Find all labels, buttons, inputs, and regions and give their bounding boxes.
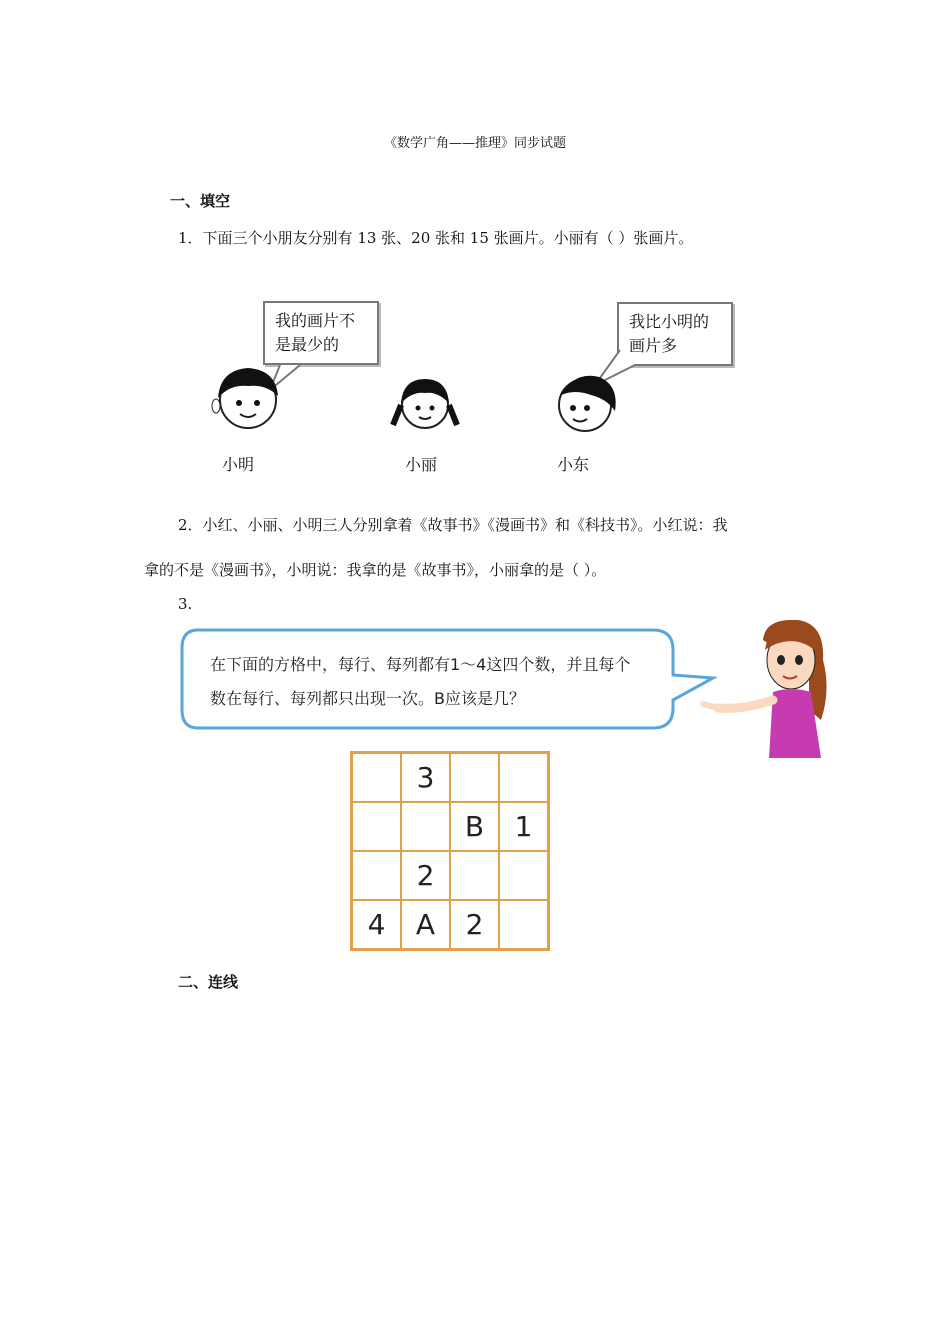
- grid-cell: [450, 753, 499, 802]
- grid-cell: A: [401, 900, 450, 949]
- bubble-text-line: 画片多: [629, 336, 678, 355]
- grid-cell: 4: [352, 900, 401, 949]
- grid-cell: [352, 753, 401, 802]
- bubble-text-line: 是最少的: [275, 335, 340, 354]
- speech-text-line-2: 数在每行、每列都只出现一次。B应该是几？: [210, 689, 525, 708]
- question-3-number: 3.: [178, 595, 193, 613]
- grid-cell: [450, 851, 499, 900]
- boy-xiaodong-face: [559, 376, 616, 431]
- question-2-line-2: 拿的不是《漫画书》，小明说：我拿的是《故事书》，小丽拿的是（ ）。: [144, 561, 607, 579]
- grid-cell: [352, 802, 401, 851]
- grid-cell: [401, 802, 450, 851]
- question-2-line-1: 2．小红、小丽、小明三人分别拿着《故事书》《漫画书》和《科技书》。小红说：我: [178, 516, 728, 534]
- grid-cell: B: [450, 802, 499, 851]
- grid-cell: [352, 851, 401, 900]
- bubble-text-line: 我的画片不: [275, 311, 356, 330]
- kid-label-xiaoming: 小明: [222, 455, 255, 474]
- section-2-heading: 二、连线: [178, 973, 239, 991]
- question-1-text: 1．下面三个小朋友分别有 13 张、20 张和 15 张画片。小丽有（ ）张画片。: [178, 229, 694, 247]
- kids-illustration: [200, 290, 760, 450]
- girl-xiaoli-face: [393, 379, 457, 428]
- document-title: 《数学广角——推理》同步试题: [383, 136, 566, 151]
- grid-cell: 3: [401, 753, 450, 802]
- bubble-text-line: 我比小明的: [629, 312, 710, 331]
- kid-label-xiaoli: 小丽: [405, 455, 438, 474]
- section-1-heading: 一、填空: [170, 192, 231, 210]
- kid-label-xiaodong: 小东: [557, 455, 590, 474]
- speech-text: [210, 648, 650, 716]
- grid-cell: [499, 851, 548, 900]
- speech-text-line-1: 在下面的方格中，每行、每列都有1～4这四个数，并且每个: [210, 655, 631, 674]
- teacher-girl-figure: [703, 620, 827, 758]
- grid-cell: [499, 753, 548, 802]
- grid-cell: 1: [499, 802, 548, 851]
- boy-xiaoming-face: [212, 368, 278, 428]
- grid-cell: 2: [401, 851, 450, 900]
- grid-cell: 2: [450, 900, 499, 949]
- latin-square-grid: [350, 751, 550, 951]
- grid-cell: [499, 900, 548, 949]
